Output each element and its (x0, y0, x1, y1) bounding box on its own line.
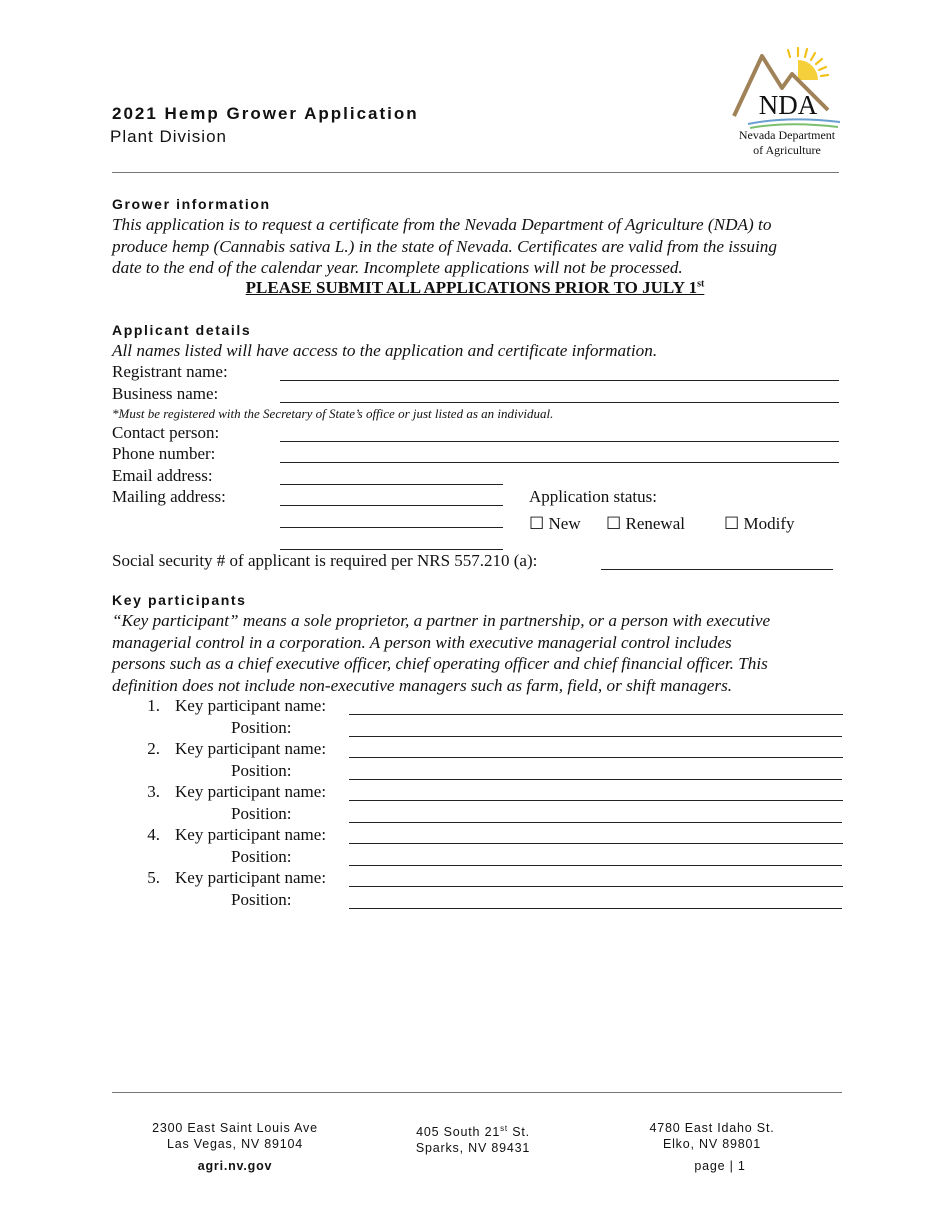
participant-1-name-label: Key participant name: (175, 696, 327, 715)
grower-line-3: date to the end of the calendar year. Incomplete applications will not be processed. (112, 258, 683, 277)
key-def-line-1: “Key participant” means a sole proprietor, a partner in partnership, or a person with executive (112, 611, 771, 630)
notice-text: PLEASE SUBMIT ALL APPLICATIONS PRIOR TO JULY 1 (245, 278, 698, 297)
phone-field[interactable] (280, 462, 839, 463)
elko-street: 4780 East Idaho St. (649, 1121, 775, 1135)
sparks-city: Sparks, NV 89431 (415, 1140, 531, 1155)
document-subtitle: Plant Division (110, 127, 227, 146)
status-modify-checkbox[interactable]: ☐ Modify (724, 514, 795, 533)
participant-3-position-label: Position: (231, 804, 292, 823)
contact-field[interactable] (280, 441, 839, 442)
footer-address-elko (612, 1121, 812, 1152)
mailing-field-1[interactable] (280, 505, 503, 506)
logo-text: NDA (758, 90, 818, 120)
key-participants-definition (112, 610, 842, 696)
participant-2-name-label: Key participant name: (175, 739, 327, 758)
applicant-heading: Applicant details (112, 322, 252, 338)
key-def-line-3: persons such as a chief executive officer, chief operating officer and chief financial officer. This (112, 654, 768, 673)
key-participants-heading: Key participants (112, 592, 247, 608)
key-def-line-4: definition does not include non-executive managers such as farm, field, or shift managers. (112, 675, 733, 695)
participant-3-name-field[interactable] (349, 800, 843, 801)
participant-1-name-field[interactable] (349, 714, 843, 715)
document-title: 2021 Hemp Grower Application (112, 104, 419, 123)
status-renewal-checkbox[interactable]: ☐ Renewal (606, 514, 685, 533)
participant-1-number: 1. (147, 696, 160, 715)
grower-paragraph (112, 214, 842, 279)
key-def-line-2: managerial control in a corporation. A person with executive managerial control includes (112, 632, 732, 652)
status-new-checkbox[interactable]: ☐ New (529, 514, 581, 533)
participant-3-position-field[interactable] (349, 822, 842, 823)
participant-2-number: 2. (147, 739, 160, 758)
participant-3-number: 3. (147, 782, 160, 801)
logo-caption-line1: Nevada Department (738, 128, 836, 142)
footer-divider (112, 1092, 842, 1093)
mailing-field-3[interactable] (280, 549, 503, 550)
mailing-field-2[interactable] (280, 527, 503, 528)
participant-4-name-field[interactable] (349, 843, 843, 844)
participant-5-position-field[interactable] (349, 908, 842, 909)
participant-1-position-field[interactable] (349, 736, 842, 737)
lv-street: 2300 East Saint Louis Ave (152, 1121, 318, 1135)
grower-heading: Grower information (112, 196, 271, 212)
ssn-label: Social security # of applicant is required per NRS 557.210 (a): (112, 551, 538, 570)
phone-label: Phone number: (112, 444, 216, 463)
grower-line-2: produce hemp (Cannabis sativa L.) in the state of Nevada. Certificates are valid from the issuing (112, 236, 777, 256)
participant-4-number: 4. (147, 825, 160, 844)
mailing-label: Mailing address: (112, 487, 226, 506)
business-label: Business name: (112, 384, 219, 403)
business-note: *Must be registered with the Secretary of State’s office or just listed as an individual. (112, 406, 554, 421)
participant-3-name-label: Key participant name: (175, 782, 327, 801)
elko-city: Elko, NV 89801 (662, 1136, 762, 1151)
participant-4-position-label: Position: (231, 847, 292, 866)
participant-2-position-field[interactable] (349, 779, 842, 780)
page-number: page | 1 (694, 1159, 746, 1173)
participant-5-number: 5. (147, 868, 160, 887)
header-divider (112, 172, 839, 173)
logo-caption-line2: of Agriculture (753, 143, 821, 157)
applicant-intro: All names listed will have access to the application and certificate information. (112, 341, 658, 360)
participant-2-position-label: Position: (231, 761, 292, 780)
website-link[interactable]: agri.nv.gov (197, 1159, 273, 1173)
email-field[interactable] (280, 484, 503, 485)
participant-4-position-field[interactable] (349, 865, 842, 866)
nda-logo (728, 44, 846, 162)
business-field[interactable] (280, 402, 839, 403)
footer-address-sparks (373, 1121, 573, 1156)
lv-city: Las Vegas, NV 89104 (166, 1136, 304, 1151)
contact-label: Contact person: (112, 423, 220, 442)
email-label: Email address: (112, 466, 213, 485)
participant-2-name-field[interactable] (349, 757, 843, 758)
sparks-street: 405 South 21st St. (416, 1124, 530, 1140)
registrant-label: Registrant name: (112, 362, 228, 381)
participant-5-name-label: Key participant name: (175, 868, 327, 887)
ssn-field[interactable] (601, 569, 833, 570)
participant-5-name-field[interactable] (349, 886, 843, 887)
registrant-field[interactable] (280, 380, 839, 381)
notice-sup: st (697, 278, 705, 290)
application-status-label: Application status: (529, 487, 657, 506)
grower-line-1: This application is to request a certificate from the Nevada Department of Agriculture (NDA) to (112, 215, 772, 234)
participant-1-position-label: Position: (231, 718, 292, 737)
participant-4-name-label: Key participant name: (175, 825, 327, 844)
footer-address-las-vegas (135, 1121, 335, 1152)
submission-deadline-notice (0, 278, 950, 298)
participant-5-position-label: Position: (231, 890, 292, 909)
